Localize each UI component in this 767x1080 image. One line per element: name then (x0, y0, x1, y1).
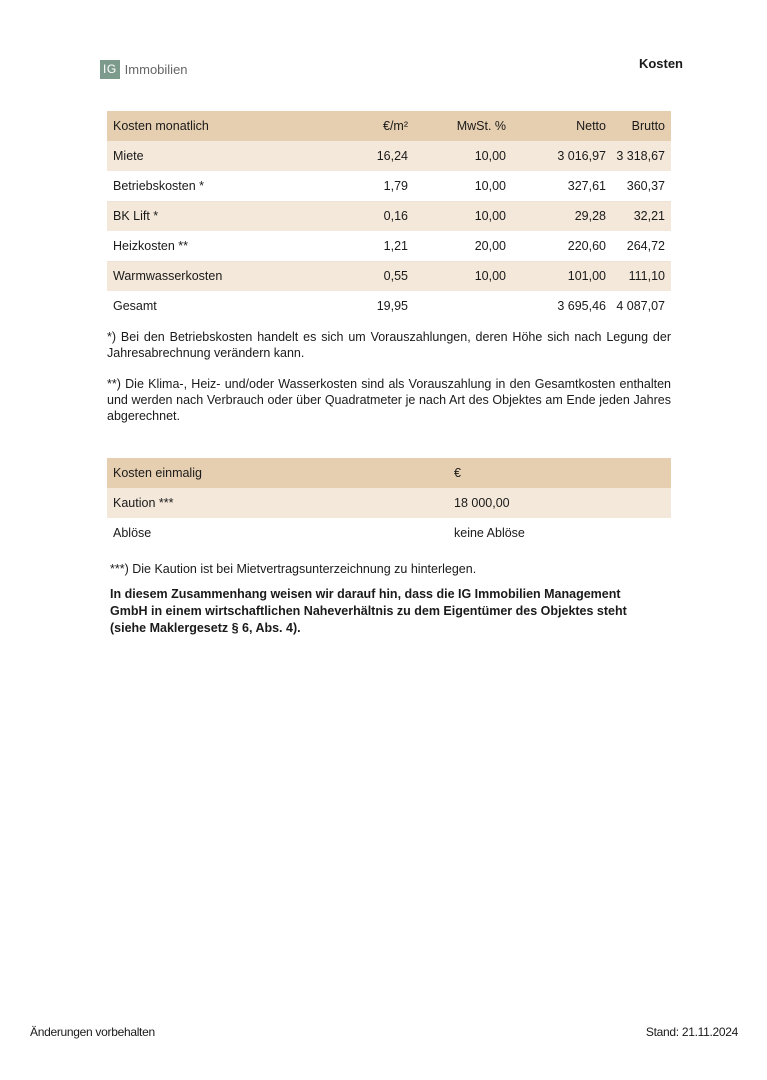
table-row (107, 201, 671, 231)
table-header-row (107, 111, 671, 141)
table-cell: Betriebskosten * (113, 178, 205, 193)
total-label: Gesamt (113, 299, 157, 313)
monthly-costs-table (107, 111, 671, 321)
one-time-costs-table (107, 458, 671, 548)
table-cell: 1,21 (383, 238, 408, 253)
header-cell: Kosten einmalig (113, 466, 202, 480)
table-cell: 360,37 (626, 178, 665, 193)
table-row (107, 518, 671, 548)
total-row (107, 291, 671, 321)
table-cell: 101,00 (567, 269, 606, 284)
disclosure-note: In diesem Zusammenhang weisen wir darauf hin, dass die IG Immobilien Management GmbH in einem wirtschaftlichen Naheverhältnis zu dem Eigentümer des Objektes steht (siehe Maklergesetz § 6, Abs. 4). (110, 587, 627, 635)
footnote-operating-costs: *) Bei den Betriebskosten handelt es sich um Vorauszahlungen, deren Höhe sich nach Legung der Jahresabrechnung verändern kann. (107, 330, 671, 360)
logo-mark: IG (100, 60, 120, 79)
table-cell: 10,00 (474, 178, 506, 193)
table-cell: 220,60 (567, 238, 606, 253)
table-cell: 32,21 (633, 209, 665, 224)
footer-date: Stand: 21.11.2024 (645, 1025, 738, 1039)
table-row (107, 261, 671, 291)
total-cell (414, 291, 512, 321)
table-cell: 10,00 (474, 149, 506, 163)
footer-disclaimer: Änderungen vorbehalten (30, 1025, 155, 1039)
table-cell: Heizkosten ** (113, 238, 189, 253)
total-cell: 19,95 (376, 299, 408, 313)
table-cell: 264,72 (626, 238, 665, 253)
table-cell: 327,61 (567, 178, 606, 193)
table-cell: Miete (113, 149, 144, 163)
table-row (107, 171, 671, 201)
footnote-heating-costs: **) Die Klima-, Heiz- und/oder Wasserkosten sind als Vorauszahlung in den Gesamtkosten enthalten und werden nach Verbrauch oder über Quadratmeter je nach Art des Objektes am Ende jeden Jahres abgerechnet. (107, 377, 671, 423)
table-cell: 0,16 (383, 209, 408, 224)
table-row (107, 488, 671, 518)
table-cell: 20,00 (474, 238, 506, 253)
table-cell: 3 016,97 (557, 149, 606, 163)
logo-text: Immobilien (124, 62, 188, 77)
table-cell: Warmwasserkosten (113, 269, 223, 284)
total-cell: 3 695,46 (557, 299, 606, 313)
table-cell: Kaution *** (113, 496, 174, 510)
table-row (107, 141, 671, 171)
table-cell: 3 318,67 (616, 149, 665, 163)
table-cell: Ablöse (113, 526, 152, 540)
table-cell: 10,00 (474, 209, 506, 224)
table-cell: 16,24 (376, 149, 408, 163)
page-title: Kosten (638, 56, 683, 71)
table-cell: 111,10 (628, 269, 665, 284)
header-cell: Kosten monatlich (113, 119, 209, 133)
header-cell: Netto (576, 119, 606, 133)
table-cell: keine Ablöse (454, 526, 525, 540)
table-header-row (107, 458, 671, 488)
table-cell: 1,79 (383, 178, 408, 193)
total-cell: 4 087,07 (616, 299, 665, 313)
table-cell: 18 000,00 (454, 496, 510, 510)
table-row (107, 231, 671, 261)
table-cell: BK Lift * (113, 209, 159, 224)
table-cell: 10,00 (474, 269, 506, 284)
header-cell: € (454, 466, 461, 480)
header-cell: MwSt. % (456, 119, 506, 133)
table-cell: 29,28 (574, 209, 606, 224)
table-cell: 0,55 (383, 269, 408, 284)
company-logo (100, 60, 188, 79)
header-cell: Brutto (631, 119, 665, 133)
header-cell: €/m² (383, 119, 408, 133)
footnote-deposit: ***) Die Kaution ist bei Mietvertragsunterzeichnung zu hinterlegen. (110, 562, 477, 576)
